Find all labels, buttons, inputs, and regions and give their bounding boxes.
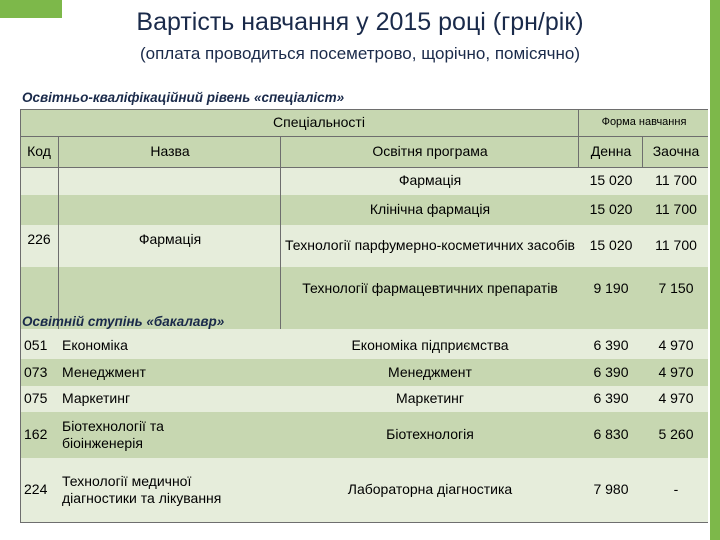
header-program: Освітня програма (372, 142, 488, 159)
section-bachelor-label: Освітній ступінь «бакалавр» (22, 314, 225, 329)
specialist-day-fee: 15 020 (589, 172, 633, 189)
specialist-name: Фармація (138, 231, 202, 248)
bachelor-day-fee: 6 830 (593, 426, 629, 443)
bachelor-name: Технології медичної діагностики та лікування (62, 472, 222, 506)
grid-line (280, 136, 281, 329)
page-subtitle: (оплата проводиться посеметрово, щорічно, помісячно) (139, 44, 581, 63)
grid-line (578, 109, 579, 167)
grid-line (642, 136, 643, 167)
grid-line (20, 522, 708, 523)
header-full-time: Денна (590, 142, 632, 159)
specialist-day-fee: 15 020 (589, 237, 633, 254)
bachelor-name: Економіка (62, 337, 128, 354)
bachelor-name: Маркетинг (62, 390, 131, 407)
bachelor-name: Менеджмент (62, 363, 146, 380)
bachelor-code: 051 (24, 337, 48, 354)
header-name: Назва (150, 142, 190, 159)
bachelor-extramural-fee: 4 970 (658, 390, 694, 407)
bachelor-program: Біотехнологія (386, 426, 474, 443)
bachelor-program: Маркетинг (395, 390, 465, 407)
header-specialties: Спеціальності (273, 114, 365, 131)
specialist-program: Технології парфумерно-косметичних засобів (285, 237, 575, 254)
bachelor-code: 075 (24, 390, 48, 407)
grid-line (20, 109, 21, 522)
specialist-program: Клінічна фармація (369, 201, 491, 218)
bachelor-day-fee: 6 390 (593, 337, 629, 354)
header-study-form: Форма навчання (601, 116, 687, 129)
specialist-extramural-fee: 7 150 (658, 280, 694, 297)
bachelor-day-fee: 7 980 (593, 481, 629, 498)
bachelor-name: Біотехнології та біоінженерія (62, 417, 164, 451)
specialist-program: Технології фармацевтичних препаратів (302, 280, 558, 297)
specialist-extramural-fee: 11 700 (655, 172, 697, 189)
section-specialist-label: Освітньо-кваліфікаційний рівень «спеціаліст» (22, 90, 345, 105)
grid-line (20, 109, 708, 110)
specialist-code: 226 (27, 231, 51, 248)
grid-line (58, 136, 59, 329)
side-decoration-bar (710, 0, 720, 540)
specialist-day-fee: 9 190 (593, 280, 629, 297)
bachelor-program: Менеджмент (388, 363, 472, 380)
header-part-time: Заочна (652, 142, 700, 159)
specialist-extramural-fee: 11 700 (655, 201, 697, 218)
specialist-extramural-fee: 11 700 (655, 237, 697, 254)
header-code: Код (27, 142, 51, 159)
bachelor-extramural-fee: 5 260 (658, 426, 694, 443)
bachelor-extramural-fee: - (673, 481, 679, 498)
page-title: Вартість навчання у 2015 році (грн/рік) (136, 8, 584, 36)
bachelor-code: 162 (24, 426, 48, 443)
bachelor-program: Економіка підприємства (351, 337, 509, 354)
bachelor-day-fee: 6 390 (593, 363, 629, 380)
specialist-program: Фармація (398, 172, 462, 189)
bachelor-extramural-fee: 4 970 (658, 337, 694, 354)
bachelor-program: Лабораторна діагностика (347, 481, 513, 498)
specialist-day-fee: 15 020 (589, 201, 633, 218)
bachelor-day-fee: 6 390 (593, 390, 629, 407)
bachelor-code: 224 (24, 481, 48, 498)
bachelor-extramural-fee: 4 970 (658, 363, 694, 380)
bachelor-code: 073 (24, 363, 48, 380)
